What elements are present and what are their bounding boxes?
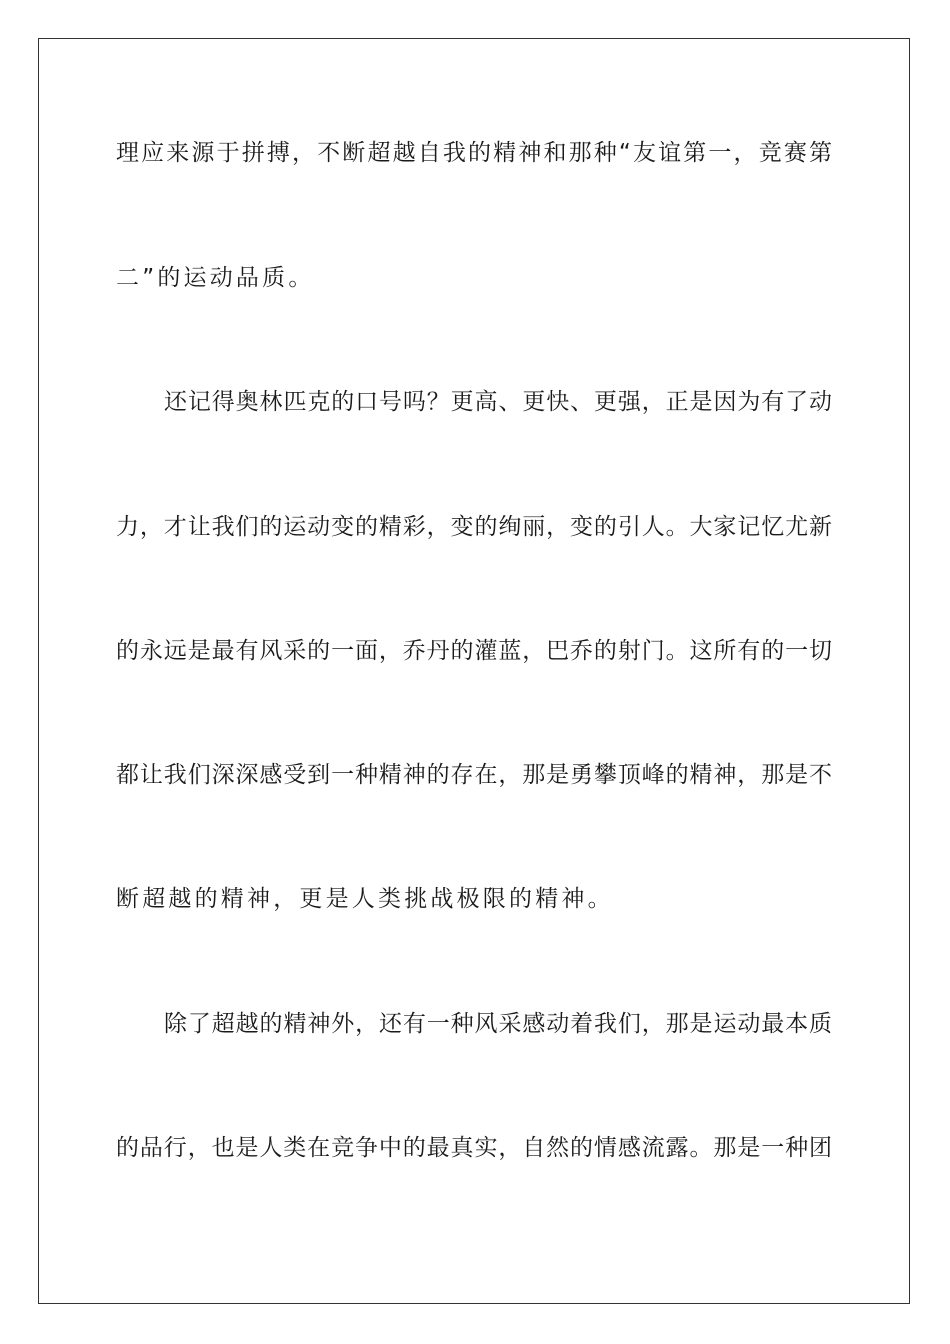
text-line-7: 断超越的精神，更是人类挑战极限的精神。 (116, 886, 614, 912)
text-line-4: 力，才让我们的运动变的精彩，变的绚丽，变的引人。大家记忆尤新 (116, 514, 832, 540)
text-line-1: 理应来源于拼搏，不断超越自我的精神和那种“友谊第一，竞赛第 (116, 140, 832, 166)
text-line-2: 二”的运动品质。 (116, 265, 315, 291)
text-line-9: 的品行，也是人类在竞争中的最真实，自然的情感流露。那是一种团 (116, 1135, 832, 1161)
page-border (38, 38, 910, 1304)
text-line-6: 都让我们深深感受到一种精神的存在，那是勇攀顶峰的精神，那是不 (116, 762, 832, 788)
text-line-8: 除了超越的精神外，还有一种风采感动着我们，那是运动最本质 (164, 1011, 832, 1037)
text-line-3: 还记得奥林匹克的口号吗？更高、更快、更强，正是因为有了动 (164, 389, 832, 415)
text-line-5: 的永远是最有风采的一面，乔丹的灌蓝，巴乔的射门。这所有的一切 (116, 638, 832, 664)
